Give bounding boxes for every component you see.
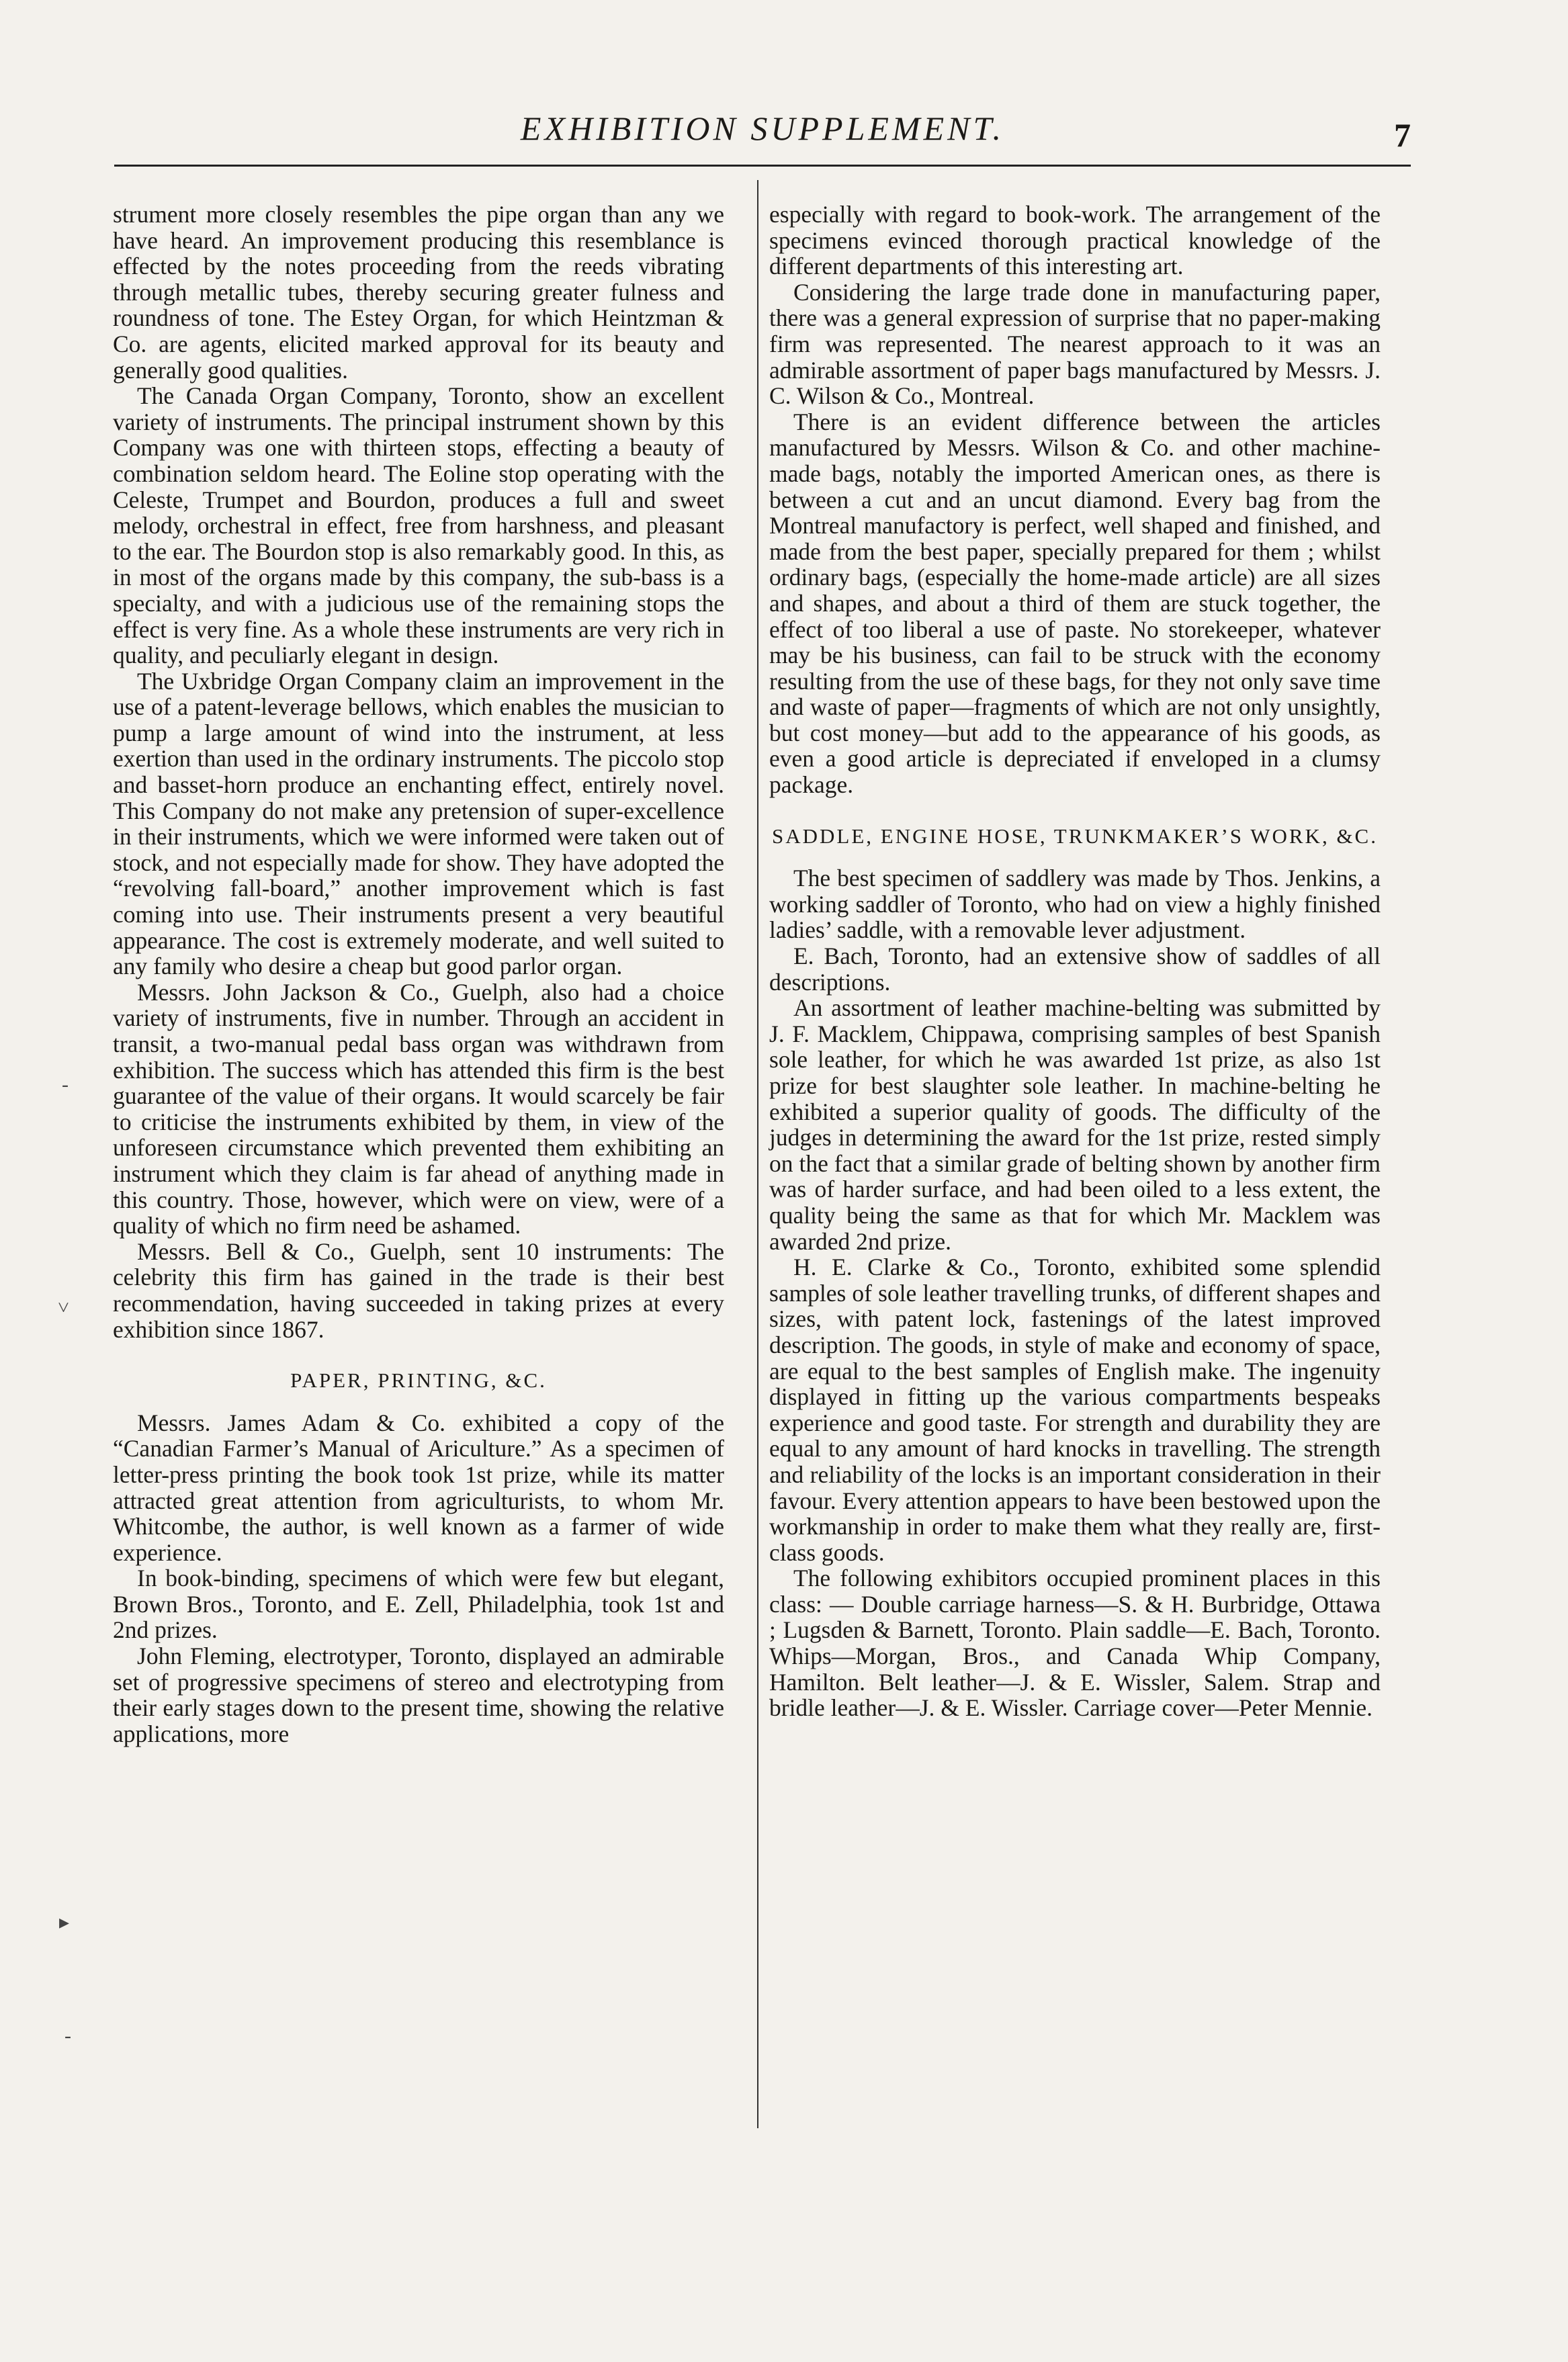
paragraph: especially with regard to book-work. The arrangement of the specimens evinced thorough practical knowledge of the different departments of this interesting art.	[769, 201, 1381, 280]
column-divider	[757, 180, 758, 2128]
paragraph: Messrs. James Adam & Co. exhibited a copy of the “Canadian Farmer’s Manual of Ariculture.” As a specimen of letter-press printing the book took 1st prize, while its matter attracted great attention from agriculturists, to whom Mr. Whitcombe, the author, is well known as a farmer of wide experience.	[113, 1409, 724, 1566]
page-number: 7	[1394, 116, 1411, 154]
header-rule	[114, 165, 1411, 167]
paragraph: H. E. Clarke & Co., Toronto, exhibited some splendid samples of sole leather travelling trunks, of different shapes and sizes, with patent lock, fastenings of the latest improved description. The goods, in style of make and economy of space, are equal to the best samples of English make. The ingenuity displayed in fitting up the various compartments bespeaks experience and good taste. For strength and durability they are equal to any amount of hard knocks in travelling. The strength and reliability of the locks is an important consideration in their favour. Every attention appears to have been bestowed upon the workmanship in order to make them what they really are, first-class goods.	[769, 1254, 1381, 1566]
running-title: EXHIBITION SUPPLEMENT.	[520, 110, 1005, 147]
paragraph: There is an evident difference between the articles manufactured by Messrs. Wilson & Co. and other machine-made bags, notably the imported American ones, as there is between a cut and an uncut diamond. Every bag from the Montreal manufactory is perfect, well shaped and finished, and made from the best paper, specially prepared for them ; whilst ordinary bags, (especially the home-made article) are all sizes and shapes, and about a third of them are stuck together, the effect of too liberal a use of paste. No storekeeper, whatever may be his business, can fail to be struck with the economy resulting from the use of these bags, for they not only save time and waste of paper—fragments of which are not only unsightly, but cost money—but add to the appearance of his goods, as even a good article is depreciated if enveloped in a clumsy package.	[769, 408, 1381, 799]
paragraph: Considering the large trade done in manufacturing paper, there was a general expression of surprise that no paper-making firm was represented. The nearest approach to it was an admirable assortment of paper bags manufactured by Messrs. J. C. Wilson & Co., Montreal.	[769, 278, 1381, 410]
section-heading-saddle: SADDLE, ENGINE HOSE, TRUNKMAKER’S WORK, &C.	[771, 824, 1378, 848]
right-column	[769, 202, 1381, 1721]
paragraph: Messrs. John Jackson & Co., Guelph, also had a choice variety of instruments, five in number. Through an accident in transit, a two-manual pedal bass organ was withdrawn from exhibition. The success which has attended this firm is the best guarantee of the value of their organs. It would scarcely be fair to criticise the instruments exhibited by them, in view of the unforeseen circumstance which prevented them exhibiting an instrument which they claim is far ahead of anything made in this country. Those, however, which were on view, were of a quality of which no firm need be ashamed.	[113, 978, 724, 1239]
page-header	[114, 101, 1411, 161]
paragraph: John Fleming, electrotyper, Toronto, displayed an admirable set of progressive specimens of stereo and electrotyping from their early stages down to the present time, showing the relative applications, more	[113, 1643, 724, 1747]
paragraph: E. Bach, Toronto, had an extensive show of saddles of all descriptions.	[769, 943, 1381, 996]
paragraph: The Uxbridge Organ Company claim an improvement in the use of a patent-leverage bellows, which enables the musician to pump a large amount of wind into the instrument, at less exertion than used in the ordinary instruments. The piccolo stop and basset-horn produce an enchanting effect, entirely novel. This Company do not make any pretension of super-excellence in their instruments, which we were informed were taken out of stock, and not especially made for show. They have adopted the “revolving fall-board,” another improvement which is fast coming into use. Their instruments present a very beautiful appearance. The cost is extremely moderate, and well suited to any family who desire a cheap but good parlor organ.	[113, 667, 724, 980]
left-column	[113, 202, 724, 1747]
paragraph: An assortment of leather machine-belting was submitted by J. F. Macklem, Chippawa, comprising samples of best Spanish sole leather, for which he was awarded 1st prize, as also 1st prize for best slaughter sole leather. In machine-belting he exhibited a superior quality of goods. The difficulty of the judges in determining the award for the 1st prize, rested simply on the fact that a similar grade of belting shown by another firm was of harder surface, and had been oiled to a less extent, the quality being the same as that for which Mr. Macklem was awarded 2nd prize.	[769, 994, 1381, 1255]
paragraph: Messrs. Bell & Co., Guelph, sent 10 instruments: The celebrity this firm has gained in the trade is their best recommendation, having succeeded in taking prizes at every exhibition since 1867.	[113, 1237, 724, 1343]
paragraph: strument more closely resembles the pipe organ than any we have heard. An improvement producing this resemblance is effected by the notes proceeding from the reeds vibrating through metallic tubes, thereby securing greater fulness and roundness of tone. The Estey Organ, for which Heintzman & Co. are agents, elicited marked approval for its beauty and generally good qualities.	[113, 201, 724, 384]
margin-mark: -	[64, 2025, 71, 2047]
margin-mark: ▸	[59, 1911, 70, 1933]
paragraph: In book-binding, specimens of which were few but elegant, Brown Bros., Toronto, and E. Zell, Philadelphia, took 1st and 2nd prizes.	[113, 1565, 724, 1644]
margin-mark: -	[62, 1074, 69, 1096]
paragraph: The best specimen of saddlery was made by Thos. Jenkins, a working saddler of Toronto, who had on view a highly finished ladies’ saddle, with a removable lever adjustment.	[769, 865, 1381, 944]
paragraph: The following exhibitors occupied prominent places in this class: — Double carriage harness—S. & H. Burbridge, Ottawa ; Lugsden & Barnett, Toronto. Plain saddle—E. Bach, Toronto. Whips—Morgan, Bros., and Canada Whip Company, Hamilton. Belt leather—J. & E. Wissler, Salem. Strap and bridle leather—J. & E. Wissler. Carriage cover—Peter Mennie.	[769, 1565, 1381, 1722]
margin-mark: ˅	[58, 1297, 69, 1319]
section-heading-paper-printing: PAPER, PRINTING, &C.	[290, 1368, 547, 1393]
paragraph: The Canada Organ Company, Toronto, show an excellent variety of instruments. The principal instrument shown by this Company was one with thirteen stops, effecting a beauty of combination seldom heard. The Eoline stop operating with the Celeste, Trumpet and Bourdon, produces a full and sweet melody, orchestral in effect, free from harshness, and pleasant to the ear. The Bourdon stop is also remarkably good. In this, as in most of the organs made by this company, the sub-bass is a specialty, and with a judicious use of the remaining stops the effect is very fine. As a whole these instruments are very rich in quality, and peculiarly elegant in design.	[113, 382, 724, 669]
